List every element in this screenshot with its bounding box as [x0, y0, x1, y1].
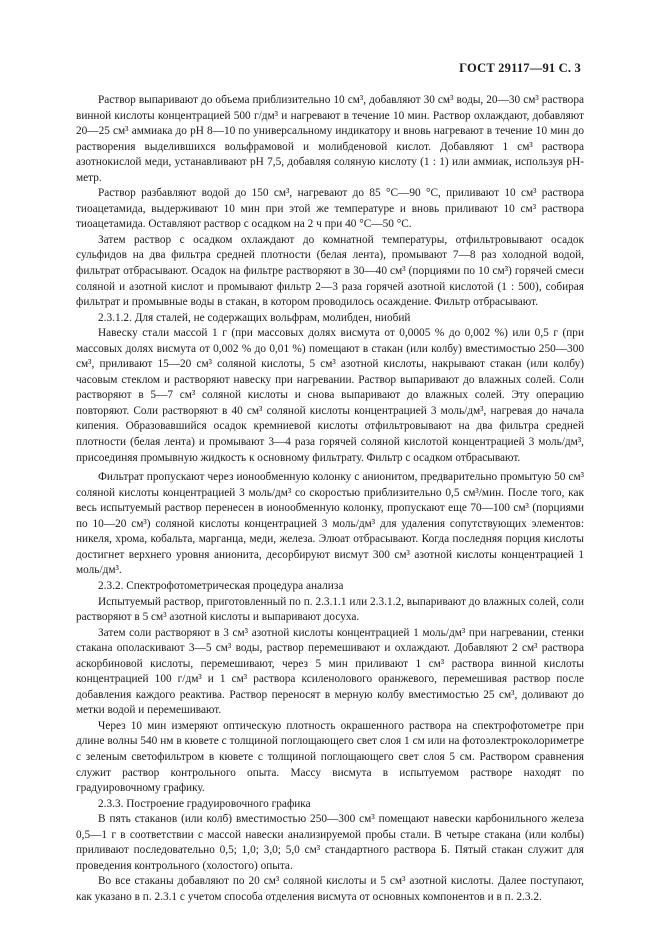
- section-heading-2-3-1-2: 2.3.1.2. Для сталей, не содержащих вольфрам, молибден, ниобий: [98, 311, 411, 324]
- document-body: [76, 93, 584, 905]
- paragraph-ion-exchange: Фильтрат пропускают через ионообменную колонку с анионитом, предварительно промытую 50 см³ соляной кислоты концентрацией 3 моль/дм³ со скоростью приблизительно 0,5 см³/мин. После того, как весь испытуемый раствор перенесен в ионообменную колонку, пропускают еще 70—100 см³ (порциями по 10—20 см³) соляной кислоты концентрацией 3 моль/дм³ для удаления сопутствующих элементов: никеля, хрома, кобальта, марганца, меди, железа. Элюат отбрасывают. Когда последняя порция кислоты достигнет верхнего уровня анионита, десорбируют висмут 300 см³ азотной кислоты концентрацией 1 моль/дм³.: [76, 471, 584, 577]
- paragraph-filtration: Затем раствор с осадком охлаждают до комнатной температуры, отфильтровывают осадок сульфидов на два фильтра средней плотности (белая лента), промывают 7—8 раз холодной водой, фильтрат отбрасывают. Осадок на фильтре растворяют в 30—40 см³ (порциями по 10 см³) горячей смеси соляной и азотной кислот и промывают фильтр 2—3 раза горячей азотной кислотой (1 : 500), собирая фильтрат и промывные воды в стакан, в котором проводилось осаждение. Фильтр отбрасывают.: [76, 233, 584, 309]
- paragraph-measurement: Через 10 мин измеряют оптическую плотность окрашенного раствора на спектрофотометре при длине волны 540 нм в кювете с толщиной поглощающего свет слоя 1 см или на фотоэлектроколориметре с зеленым светофильтром в кювете с толщиной поглощающего свет слоя 5 см. Раствором сравнения служит раствор контрольного опыта. Массу висмута в испытуемом растворе находят по градуировочному графику.: [76, 719, 584, 795]
- paragraph-sample-dissolution: Навеску стали массой 1 г (при массовых долях висмута от 0,0005 % до 0,002 %) или 0,5 г (при массовых долях висмута от 0,002 % до 0,01 %) помещают в стакан (или колбу) вместимостью 250—300 см³, приливают 15—20 см³ соляной кислоты, 5 см³ азотной кислоты, накрывают стакан (или колбу) часовым стеклом и растворяют навеску при нагревании. Раствор выпаривают до влажных солей. Соли растворяют в 5—7 см³ соляной кислоты и снова выпаривают до влажных солей. Эту операцию повторяют. Соли растворяют в 40 см³ соляной кислоты концентрацией 3 моль/дм³, нагревая до начала кипения. Образовавшийся осадок кремниевой кислоты отфильтровывают на два фильтра средней плотности (белая лента) и промывают 3—4 раза горячей соляной кислотой концентрацией 3 моль/дм³, присоединяя промывную жидкость к основному фильтрату. Фильтр с осадком отбрасывают.: [76, 327, 584, 464]
- paragraph-evaporation: Раствор выпаривают до объема приблизительно 10 см³, добавляют 30 см³ воды, 20—30 см³ раствора винной кислоты концентрацией 500 г/дм³ и нагревают в течение 10 мин. Раствор охлаждают, добавляют 20—25 см³ аммиака до pH 8—10 по универсальному индикатору и вновь нагревают в течение 10 мин до растворения выделившихся вольфрамовой и молибденовой кислот. Добавляют 1 см³ раствора азотнокислой меди, устанавливают pH 7,5, добавляя соляную кислоту (1 : 1) или аммиак, используя pH-метр.: [76, 94, 584, 184]
- paragraph-dilution: Раствор разбавляют водой до 150 см³, нагревают до 85 °С—90 °С, приливают 10 см³ раствора тиоацетамида, выдерживают 10 мин при этой же температуре и вновь приливают 10 см³ раствора тиоацетамида. Оставляют раствор с осадком на 2 ч при 40 °С—50 °С.: [76, 187, 584, 231]
- section-heading-2-3-3: 2.3.3. Построение градуировочного графика: [98, 797, 311, 810]
- paragraph-reagents: Затем соли растворяют в 3 см³ азотной кислоты концентрацией 1 моль/дм³ при нагревании, стенки стакана ополаскивают 3—5 см³ воды, раствор перемешивают и охлаждают. Добавляют 2 см³ раствора аскорбиновой кислоты, перемешивают, через 5 мин приливают 1 см³ раствора винной кислоты концентрацией 100 г/дм³ и 1 см³ раствора ксиленолового оранжевого, перемешивая раствор после добавления каждого реактива. Раствор переносят в мерную колбу вместимостью 25 см³, доливают до метки водой и перемешивают.: [76, 626, 584, 717]
- paragraph-test-solution: Испытуемый раствор, приготовленный по п. 2.3.1.1 или 2.3.1.2, выпаривают до влажных солей, соли растворяют в 5 см³ азотной кислоты и выпаривают досуха.: [76, 595, 584, 624]
- paragraph-calibration-acids: Во все стаканы добавляют по 20 см³ соляной кислоты и 5 см³ азотной кислоты. Далее поступают, как указано в п. 2.3.1 с учетом способа отделения висмута от основных компонентов и в п. 2.3.2.: [76, 875, 584, 903]
- page-header: ГОСТ 29117—91 С. 3: [459, 61, 581, 75]
- paragraph-calibration-beakers: В пять стаканов (или колб) вместимостью 250—300 см³ помещают навески карбонильного железа 0,5—1 г в соответствии с массой навески анализируемой пробы стали. В четыре стакана (или колбы) приливают последовательно 0,5; 1,0; 3,0; 5,0 см³ стандартного раствора Б. Пятый стакан служит для проведения контрольного (холостого) опыта.: [76, 813, 584, 872]
- section-heading-2-3-2: 2.3.2. Спектрофотометрическая процедура анализа: [98, 579, 344, 592]
